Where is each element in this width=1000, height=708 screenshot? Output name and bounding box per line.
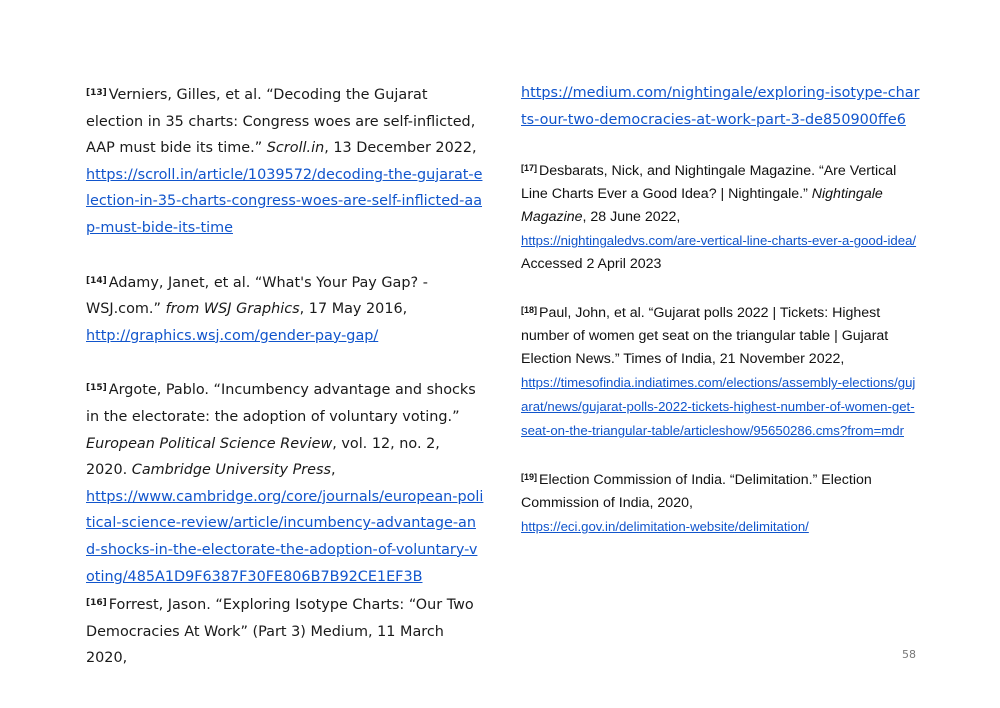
reference-number: [16]	[86, 598, 107, 609]
reference-number: [17]	[521, 163, 538, 174]
reference-link[interactable]: https://timesofindia.indiatimes.com/elections/assembly-elections/gujarat/news/gujarat-polls-2022-tickets-highest-number-of-women-get-seat-on-the-triangular-table/articleshow/95650286.cms?from=mdr	[521, 375, 916, 439]
reference-number: [14]	[86, 275, 107, 286]
reference-link[interactable]: https://nightingaledvs.com/are-vertical-line-charts-ever-a-good-idea/	[521, 233, 917, 249]
reference-number: [13]	[86, 88, 107, 98]
reference-source: Nightingale Magazine	[521, 186, 883, 226]
reference-16	[86, 590, 484, 672]
reference-text: Adamy, Janet, et al. “What's Your Pay Gap? - WSJ.com.”	[86, 274, 428, 318]
reference-number: [19]	[521, 472, 538, 483]
reference-18	[521, 299, 921, 443]
reference-date: , 28 June 2022,	[582, 209, 681, 226]
reference-text: Election Commission of India. “Delimitation.” Election Commission of India, 2020,	[521, 472, 872, 512]
reference-17	[521, 157, 921, 276]
accessed-date: Accessed 2 April 2023	[521, 256, 662, 273]
left-column	[86, 80, 484, 672]
reference-details: , vol. 12, no. 2, 2020.	[86, 435, 440, 479]
reference-text: Verniers, Gilles, et al. “Decoding the Gujarat election in 35 charts: Congress woes are self-inflicted, AAP must bide its time.”	[86, 87, 476, 157]
reference-source: European Political Science Review	[86, 435, 333, 452]
page-number: 58	[902, 648, 916, 661]
reference-source: Scroll.in	[266, 140, 325, 157]
reference-13	[86, 80, 484, 242]
reference-16-link	[521, 80, 921, 133]
reference-text: Paul, John, et al. “Gujarat polls 2022 | Tickets: Highest number of women get seat on the triangular table | Gujarat Election News.” Times of India, 21 November 2022,	[521, 305, 889, 368]
reference-link[interactable]: https://www.cambridge.org/core/journals/european-political-science-review/article/incumbency-advantage-and-shocks-in-the-electorate-the-adoption-of-voluntary-voting/485A1D9F6387F30FE806B7B92CE1EF3B	[86, 488, 484, 585]
reference-number: [18]	[521, 305, 538, 316]
reference-number: [15]	[86, 383, 107, 394]
reference-19	[521, 466, 921, 539]
reference-15	[86, 375, 484, 590]
reference-text: Forrest, Jason. “Exploring Isotype Charts: “Our Two Democracies At Work” (Part 3) Medium, 11 March 2020,	[86, 597, 474, 667]
reference-text: Desbarats, Nick, and Nightingale Magazine. “Are Vertical Line Charts Ever a Good Idea? | Nightingale.”	[521, 163, 897, 203]
reference-text: Argote, Pablo. “Incumbency advantage and shocks in the electorate: the adoption of voluntary voting.”	[86, 382, 476, 425]
reference-date: , 13 December 2022,	[324, 140, 477, 157]
reference-14	[86, 268, 484, 350]
reference-publisher: Cambridge University Press	[131, 462, 332, 479]
right-column	[521, 80, 921, 562]
reference-link[interactable]: https://eci.gov.in/delimitation-website/delimitation/	[521, 519, 809, 535]
reference-link[interactable]: https://scroll.in/article/1039572/decoding-the-gujarat-election-in-35-charts-congress-woes-are-self-inflicted-aap-must-bide-its-time	[86, 166, 483, 236]
reference-date: , 17 May 2016,	[299, 301, 408, 318]
reference-link[interactable]: http://graphics.wsj.com/gender-pay-gap/	[86, 327, 379, 344]
reference-link[interactable]: https://medium.com/nightingale/exploring-isotype-charts-our-two-democracies-at-work-part-3-de850900ffe6	[521, 85, 920, 128]
reference-punctuation: ,	[331, 462, 336, 479]
reference-source: from WSJ Graphics	[165, 301, 300, 318]
